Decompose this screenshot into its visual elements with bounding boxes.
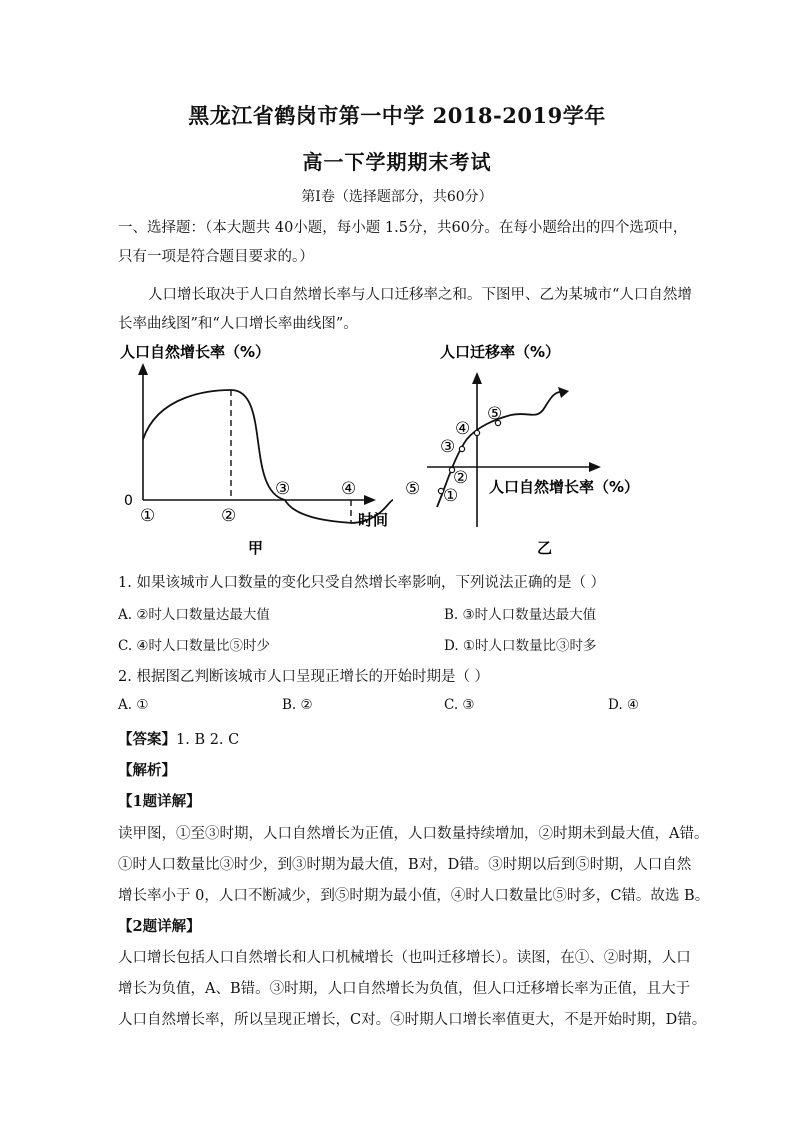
instructions-line-1: 一、选择题：（本大题共 40小题，每小题 1.5分，共60分。在每小题给出的四个选项中， [118,220,688,236]
chart-yi-xlabel: 人口自然增长率（%） [489,478,640,496]
chart-jia-ylabel: 人口自然增长率（%） [120,343,271,361]
chart-jia [110,335,421,560]
chart-yi-label-1: ① [443,486,459,506]
chart-jia-xmarker-4: ④ [341,479,357,499]
answer-line [118,728,239,749]
chart-yi-point-4 [474,430,479,435]
chart-yi-curve-arrow [558,387,569,398]
question-1-option-c: C. ④时人口数量比⑤时少 [118,638,271,654]
answer-label: 【答案】 [118,731,176,748]
answer-text: 1. B 2. C [176,732,240,748]
question-2-option-a: A. ① [118,697,149,713]
intro-line-1: 人口增长取决于人口自然增长率与人口迁移率之和。下图甲、乙为某城市“人口自然增 [148,287,692,303]
question-1-option-b: B. ③时人口数量达最大值 [444,607,597,623]
instructions-line-2: 只有一项是符合题目要求的。） [118,249,314,265]
question-2-stem: 2. 根据图乙判断该城市人口呈现正增长的开始时期是（ ） [118,669,490,685]
q2-analysis-line-1: 人口增长包括人口自然增长和人口机械增长（也叫迁移增长）。读图，在①、②时期，人口 [118,950,691,966]
chart-yi-label-5: ⑤ [487,404,503,424]
chart-jia-xmarker-3: ③ [275,479,291,499]
chart-jia-title: 甲 [248,539,264,557]
q2-analysis-line-2: 增长为负值，A、B错。③时期，人口自然增长为负值，但人口迁移增长率为正值，且大于 [118,981,691,997]
chart-jia-y-arrow [138,363,148,375]
question-1-stem: 1. 如果该城市人口数量的变化只受自然增长率影响，下列说法正确的是（ ） [118,575,606,591]
chart-jia-xmarker-5: ⑤ [405,479,421,499]
q2-analysis-label: 【2题详解】 [118,918,201,935]
q1-analysis-line-2: ①时人口数量比③时少，到③时期为最大值，B对，D错。③时期以后到⑤时期，人口自然 [118,857,692,873]
chart-jia-x-arrow [364,495,376,505]
chart-yi [415,335,675,560]
intro-line-2: 长率曲线图”和“人口增长率曲线图”。 [118,316,358,332]
chart-yi-label-2: ② [453,468,469,488]
question-1-option-d: D. ①时人口数量比③时多 [444,638,597,654]
chart-yi-point-3 [459,446,464,451]
chart-yi-ylabel: 人口迁移率（%） [440,343,561,361]
analysis-label: 【解析】 [118,762,176,779]
chart-yi-title: 乙 [537,539,553,557]
page-title: 黑龙江省鹤岗市第一中学 2018-2019学年 [188,103,606,128]
q1-analysis-label: 【1题详解】 [118,793,201,810]
chart-yi-y-arrow [472,372,482,384]
question-2-option-d: D. ④ [608,697,640,713]
section-heading: 第Ⅰ卷（选择题部分，共60分） [301,189,493,205]
chart-jia-curve [143,390,393,523]
chart-yi-label-4: ④ [455,419,471,439]
chart-jia-origin: 0 [124,493,133,509]
question-2-option-b: B. ② [282,697,313,713]
chart-yi-label-3: ③ [440,437,456,457]
question-1-option-a: A. ②时人口数量达最大值 [118,607,270,623]
q1-analysis-line-3: 增长率小于 0，人口不断减少，到⑤时期为最小值，④时人口数量比⑤时多，C错。故选 B。 [118,888,710,904]
q2-analysis-line-3: 人口自然增长率，所以呈现正增长，C对。④时期人口增长率值更大，不是开始时期，D错。 [118,1012,707,1028]
chart-jia-xlabel: 时间 [358,511,389,529]
chart-yi-x-arrow [589,462,601,472]
chart-jia-xmarker-2: ② [221,506,237,526]
q1-analysis-line-1: 读甲图，①至③时期，人口自然增长为正值，人口数量持续增加，②时期未到最大值，A错。 [118,826,709,842]
chart-jia-xmarker-1: ① [140,506,156,526]
page-subtitle: 高一下学期期末考试 [302,150,492,174]
question-2-option-c: C. ③ [444,697,475,713]
